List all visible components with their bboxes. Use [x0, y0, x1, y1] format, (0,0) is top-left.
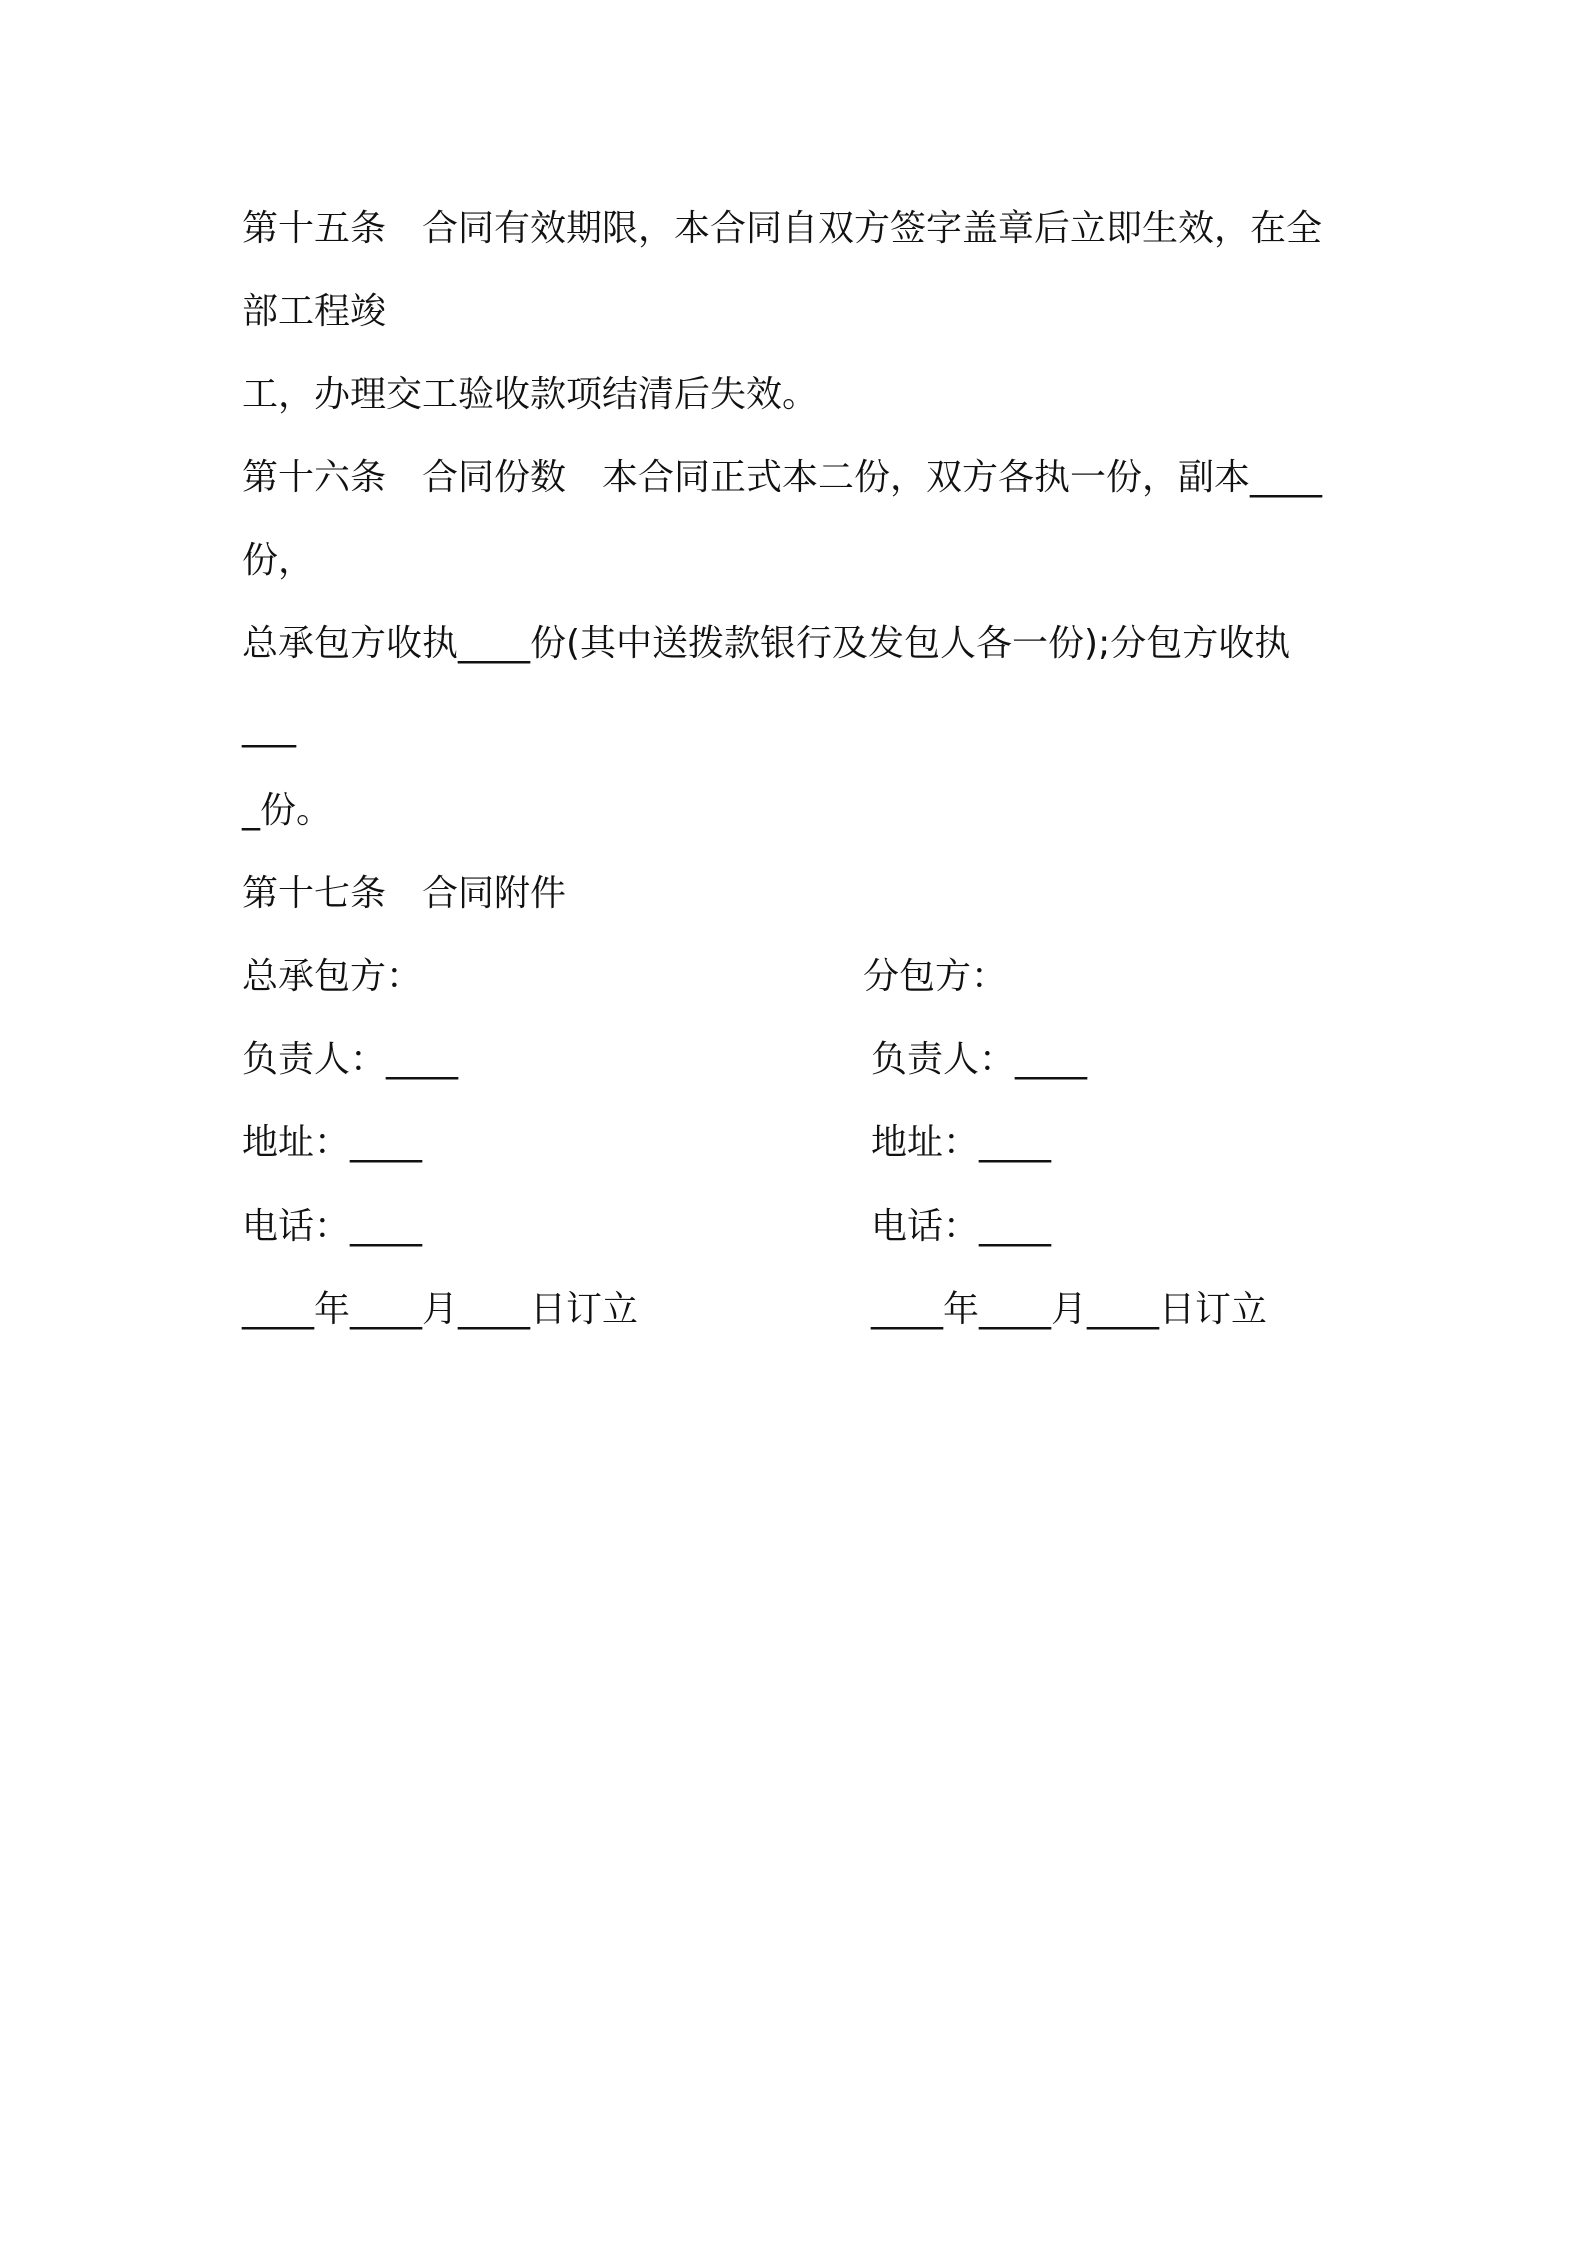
right-date-field: ____年____月____日订立	[871, 1289, 1268, 1330]
article-17-line: 第十七条 合同附件	[242, 873, 567, 914]
left-party-label: 总承包方：	[242, 956, 423, 997]
article-15-line-3: 工，办理交工验收款项结清后失效。	[242, 374, 819, 415]
article-16-line-5: _份。	[242, 790, 333, 831]
article-16-line-2: 份，	[242, 540, 315, 581]
article-16-line-1: 第十六条 合同份数 本合同正式本二份，双方各执一份，副本____	[242, 457, 1323, 498]
left-address-field: 地址：____	[242, 1122, 423, 1163]
right-phone-field: 电话：____	[871, 1206, 1052, 1247]
article-16-line-4: ___	[242, 707, 296, 748]
article-16-line-3: 总承包方收执____份(其中送拨款银行及发包人各一份);分包方收执	[242, 623, 1291, 664]
left-responsible-field: 负责人：____	[242, 1039, 459, 1080]
left-date-field: ____年____月____日订立	[242, 1289, 639, 1330]
article-15-line-2: 部工程竣	[242, 291, 387, 332]
article-15-line-1: 第十五条 合同有效期限，本合同自双方签字盖章后立即生效，在全	[242, 208, 1323, 249]
left-phone-field: 电话：____	[242, 1206, 423, 1247]
right-party-label: 分包方：	[863, 956, 1008, 997]
right-address-field: 地址：____	[871, 1122, 1052, 1163]
right-responsible-field: 负责人：____	[871, 1039, 1088, 1080]
